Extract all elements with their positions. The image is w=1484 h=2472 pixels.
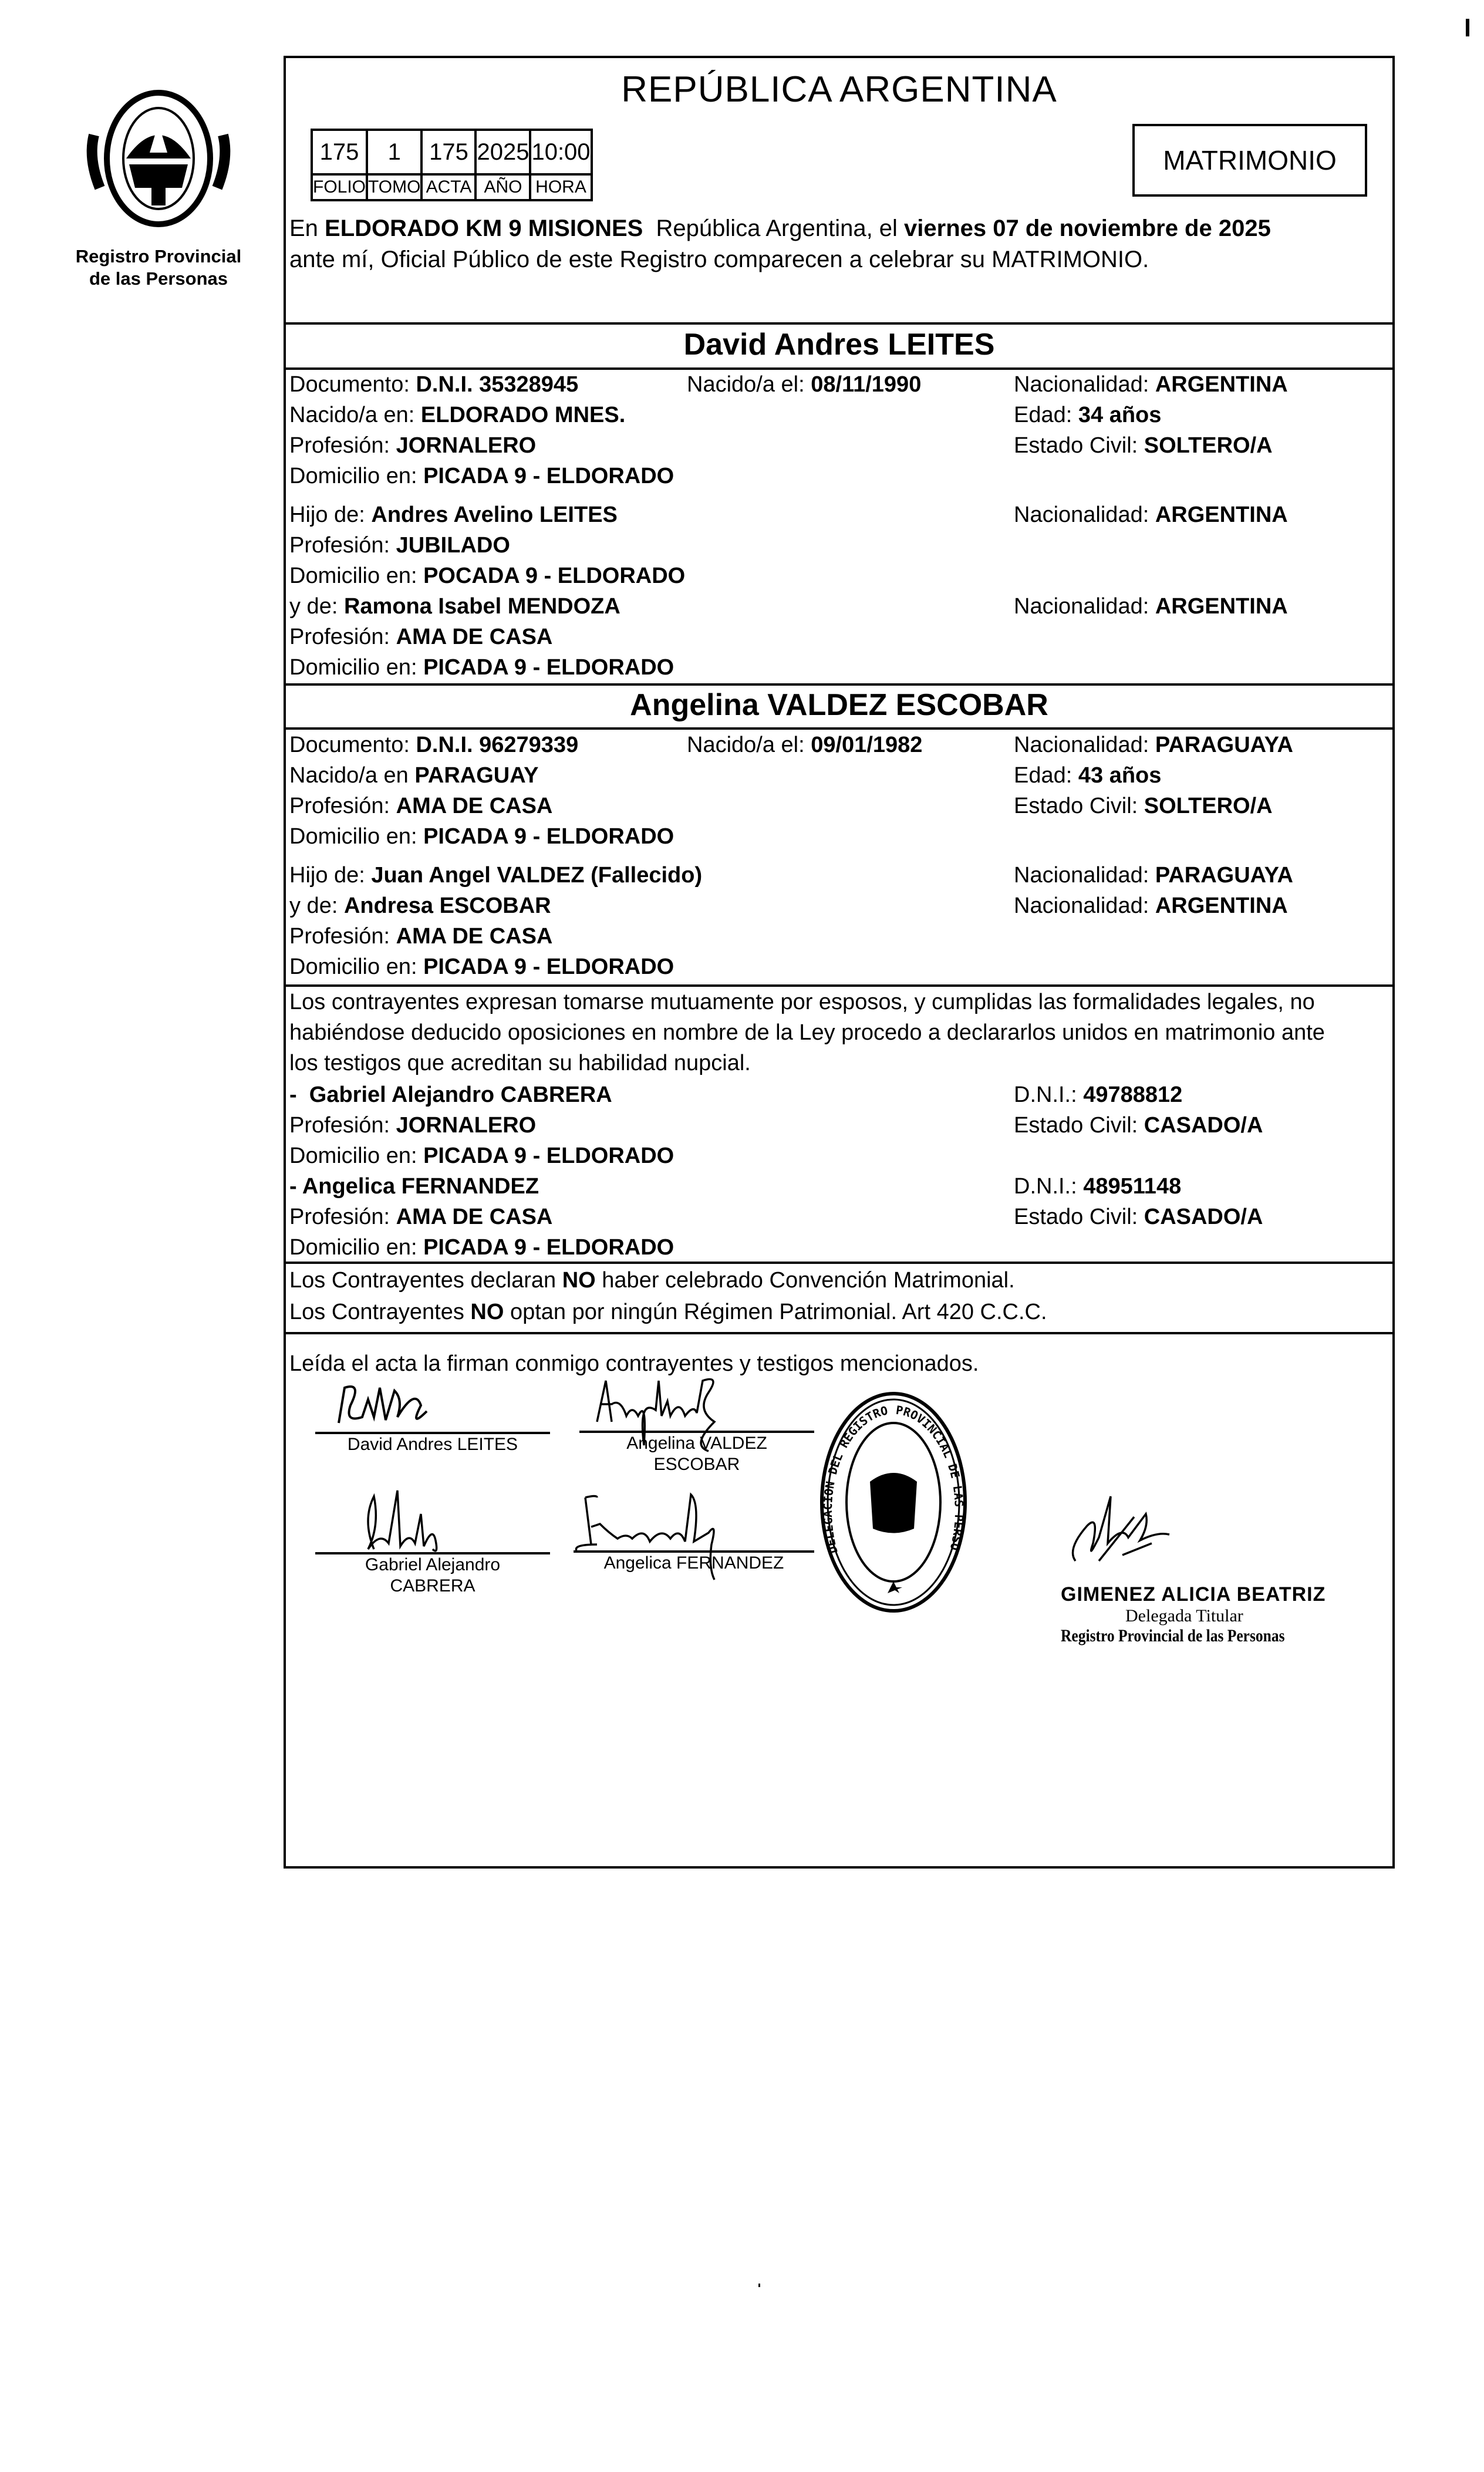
value: JORNALERO — [396, 1113, 537, 1138]
intro-line-2: ante mí, Oficial Público de este Registro comparecen a celebrar su MATRIMONIO. — [289, 247, 1149, 272]
oficial-name: GIMENEZ ALICIA BEATRIZ — [1061, 1583, 1326, 1606]
value: Ramona Isabel MENDOZA — [343, 594, 620, 619]
c2-edad — [1014, 760, 1161, 791]
c2-madre — [289, 891, 551, 921]
intro-prefix: En — [289, 215, 325, 241]
firma-label-1: Angelina VALDEZ — [626, 1434, 767, 1453]
label: Profesión: — [289, 924, 396, 949]
value: ARGENTINA — [1155, 893, 1288, 918]
value: PARAGUAY — [414, 763, 539, 788]
label: Profesión: — [289, 433, 396, 458]
label: Domicilio en: — [289, 1144, 424, 1168]
acta-value: 175 — [421, 130, 475, 174]
value: 48951148 — [1083, 1174, 1182, 1199]
oficial-block — [1061, 1583, 1389, 1646]
label: Profesión: — [289, 1113, 396, 1138]
value: Andres Avelino LEITES — [371, 503, 618, 527]
c2-documento — [289, 730, 578, 760]
c2-profesion — [289, 791, 552, 821]
label: Nacido/a el: — [687, 733, 811, 757]
c1-padre-domicilio — [289, 561, 685, 591]
hora-value: 10:00 — [530, 130, 591, 174]
label: Edad: — [1014, 403, 1078, 427]
label: Nacido/a en: — [289, 403, 421, 427]
value: 43 años — [1078, 763, 1162, 788]
firma-label: Angelica FERNANDEZ — [603, 1553, 784, 1573]
official-seal — [813, 1377, 970, 1617]
testigo1-dni — [1014, 1080, 1182, 1110]
value: 34 años — [1078, 403, 1162, 427]
label: Estado Civil: — [1014, 1113, 1144, 1138]
label: Nacionalidad: — [1014, 594, 1155, 619]
value: ARGENTINA — [1155, 503, 1288, 527]
divider — [286, 1262, 1392, 1264]
intro-date: viernes 07 de noviembre de 2025 — [904, 215, 1271, 241]
c1-madre-profesion — [289, 622, 552, 652]
label: Nacionalidad: — [1014, 372, 1155, 397]
label: Hijo de: — [289, 503, 372, 527]
divider — [286, 322, 1392, 325]
marriage-certificate-form — [284, 56, 1395, 1869]
declaracion-line-3: los testigos que acreditan su habilidad nupcial. — [289, 1051, 751, 1075]
value: ELDORADO MNES. — [420, 403, 626, 427]
testigo2-profesion — [289, 1202, 552, 1232]
document-title: REPÚBLICA ARGENTINA — [621, 69, 1057, 110]
c1-documento — [289, 369, 578, 400]
c2-nacido-el — [687, 730, 922, 760]
c2-estado-civil — [1014, 791, 1273, 821]
firma-testigo1 — [315, 1552, 550, 1597]
oficial-organismo: Registro Provincial de las Personas — [1061, 1626, 1285, 1645]
value: Angelica FERNANDEZ — [302, 1174, 539, 1199]
oficial-cargo: Delegada Titular — [1125, 1606, 1243, 1625]
value: 49788812 — [1083, 1082, 1183, 1107]
logo-caption — [65, 245, 252, 290]
testigo1-domicilio — [289, 1141, 674, 1171]
registry-table — [311, 129, 593, 201]
value: ARGENTINA — [1155, 594, 1288, 619]
label: Nacionalidad: — [1014, 733, 1155, 757]
label: Estado Civil: — [1014, 1205, 1144, 1229]
value: PARAGUAYA — [1155, 863, 1293, 888]
testigo2-domicilio — [289, 1232, 674, 1263]
c1-padre-profesion — [289, 530, 510, 561]
label: Nacido/a en — [289, 763, 415, 788]
seal-outer-text: DELEGACION DEL REGISTRO PROVINCIAL DE LAS PERSONAS — [813, 1377, 967, 1556]
c1-profesion — [289, 430, 536, 461]
label: Profesión: — [289, 1205, 396, 1229]
signature-icon — [574, 1492, 814, 1586]
value: PICADA 9 - ELDORADO — [423, 1235, 674, 1260]
c1-padre — [289, 500, 618, 530]
label: Domicilio en: — [289, 564, 424, 588]
label: Nacionalidad: — [1014, 863, 1155, 888]
folio-value: 175 — [312, 130, 367, 174]
value: CASADO/A — [1144, 1113, 1263, 1138]
label: Profesión: — [289, 794, 396, 818]
testigo1-name — [289, 1080, 612, 1110]
c1-nacido-el — [687, 369, 921, 400]
testigo2-estado-civil — [1014, 1202, 1263, 1232]
c2-madre-nacionalidad — [1014, 891, 1288, 921]
c2-domicilio — [289, 821, 674, 852]
value: PICADA 9 - ELDORADO — [423, 824, 674, 849]
firma-label-2: CABRERA — [390, 1576, 475, 1596]
value: PICADA 9 - ELDORADO — [423, 955, 674, 979]
label: Hijo de: — [289, 863, 372, 888]
c2-padre — [289, 860, 702, 891]
text: optan por ningún Régimen Patrimonial. Art 420 C.C.C. — [504, 1300, 1047, 1324]
label: y de: — [289, 594, 344, 619]
value: PICADA 9 - ELDORADO — [423, 655, 674, 680]
bullet: - — [289, 1082, 309, 1107]
value: D.N.I. 35328945 — [416, 372, 579, 397]
seal-icon — [813, 1377, 970, 1617]
c1-edad — [1014, 400, 1161, 430]
value: D.N.I. 96279339 — [416, 733, 579, 757]
label: Domicilio en: — [289, 955, 424, 979]
c1-madre-domicilio — [289, 652, 674, 683]
contrayente1-name: David Andres LEITES — [683, 328, 995, 362]
c1-estado-civil — [1014, 430, 1273, 461]
c1-domicilio — [289, 461, 674, 491]
label: Domicilio en: — [289, 655, 424, 680]
value: POCADA 9 - ELDORADO — [423, 564, 686, 588]
divider — [286, 683, 1392, 686]
value: 09/01/1982 — [811, 733, 923, 757]
value: CASADO/A — [1144, 1205, 1263, 1229]
signature-icon — [591, 1375, 802, 1463]
signature-icon — [327, 1376, 480, 1435]
hora-label: HORA — [530, 174, 591, 200]
c1-madre-nacionalidad — [1014, 591, 1288, 622]
label: Profesión: — [289, 533, 396, 558]
label: Nacido/a el: — [687, 372, 811, 397]
c1-nacido-en — [289, 400, 625, 430]
c1-madre — [289, 591, 620, 622]
act-type-box — [1132, 124, 1367, 197]
intro-line-1 — [289, 214, 1271, 243]
testigo2-dni — [1014, 1171, 1181, 1202]
value: AMA DE CASA — [396, 794, 553, 818]
tomo-value: 1 — [367, 130, 421, 174]
label: Nacionalidad: — [1014, 503, 1155, 527]
firma-contrayente2 — [579, 1431, 814, 1475]
value: AMA DE CASA — [396, 625, 553, 649]
text: haber celebrado Convención Matrimonial. — [595, 1268, 1015, 1293]
regimen-line-1 — [289, 1265, 1015, 1296]
firma-contrayente1 — [315, 1432, 550, 1455]
declaracion-line-1: Los contrayentes expresan tomarse mutuamente por esposos, y cumplidas las formalidades legales, no — [289, 990, 1315, 1014]
firma-label-2: ESCOBAR — [653, 1455, 740, 1474]
c2-nacido-en — [289, 760, 539, 791]
label: Profesión: — [289, 625, 396, 649]
value: JUBILADO — [396, 533, 510, 558]
value: Gabriel Alejandro CABRERA — [309, 1082, 612, 1107]
label: y de: — [289, 893, 344, 918]
intro-place: ELDORADO KM 9 MISIONES — [325, 215, 643, 241]
label: Documento: — [289, 733, 416, 757]
value: Andresa ESCOBAR — [343, 893, 551, 918]
testigo1-estado-civil — [1014, 1110, 1263, 1141]
value: JORNALERO — [396, 433, 537, 458]
c1-nacionalidad — [1014, 369, 1288, 400]
c2-nacionalidad — [1014, 730, 1293, 760]
scan-dot — [758, 2284, 760, 2287]
testigo2-name — [289, 1171, 539, 1202]
value: 08/11/1990 — [811, 372, 922, 397]
text-bold: NO — [562, 1268, 596, 1293]
label: D.N.I.: — [1014, 1174, 1084, 1199]
signature-icon — [356, 1490, 462, 1555]
oficial-signature-icon — [1064, 1490, 1222, 1573]
firma-label-1: Gabriel Alejandro — [365, 1555, 501, 1574]
value: SOLTERO/A — [1144, 794, 1273, 818]
label: D.N.I.: — [1014, 1082, 1084, 1107]
firma-testigo2 — [574, 1550, 814, 1574]
logo-caption-line1: Registro Provincial — [75, 246, 242, 267]
label: Nacionalidad: — [1014, 893, 1155, 918]
label: Documento: — [289, 372, 416, 397]
label: Estado Civil: — [1014, 794, 1144, 818]
regimen-line-2 — [289, 1297, 1047, 1327]
value: PICADA 9 - ELDORADO — [423, 464, 674, 488]
bullet: - — [289, 1174, 302, 1199]
scan-mark — [1466, 19, 1469, 36]
intro-middle: República Argentina, el — [643, 215, 905, 241]
text-bold: NO — [470, 1300, 504, 1324]
label: Estado Civil: — [1014, 433, 1144, 458]
value: PARAGUAYA — [1155, 733, 1293, 757]
label: Domicilio en: — [289, 824, 424, 849]
c2-madre-profesion — [289, 921, 552, 952]
value: Juan Angel VALDEZ (Fallecido) — [371, 863, 703, 888]
folio-label: FOLIO — [312, 174, 367, 200]
label: Edad: — [1014, 763, 1078, 788]
declaracion-line-2: habiéndose deducido oposiciones en nombre de la Ley procedo a declararlos unidos en matrimonio ante — [289, 1020, 1325, 1045]
tomo-label: TOMO — [367, 174, 421, 200]
misiones-coat-of-arms-icon — [82, 88, 235, 229]
value: AMA DE CASA — [396, 924, 553, 949]
value: AMA DE CASA — [396, 1205, 553, 1229]
c1-padre-nacionalidad — [1014, 500, 1288, 530]
c2-padre-nacionalidad — [1014, 860, 1293, 891]
anio-label: AÑO — [475, 174, 530, 200]
acta-label: ACTA — [421, 174, 475, 200]
label: Domicilio en: — [289, 464, 424, 488]
label: Domicilio en: — [289, 1235, 424, 1260]
c2-madre-domicilio — [289, 952, 674, 982]
anio-value: 2025 — [475, 130, 530, 174]
text: Los Contrayentes — [289, 1300, 471, 1324]
divider — [286, 1332, 1392, 1334]
value: PICADA 9 - ELDORADO — [423, 1144, 674, 1168]
value: SOLTERO/A — [1144, 433, 1273, 458]
firma-label: David Andres LEITES — [347, 1435, 518, 1454]
text: Los Contrayentes declaran — [289, 1268, 562, 1293]
act-type-label: MATRIMONIO — [1163, 145, 1337, 176]
value: ARGENTINA — [1155, 372, 1288, 397]
testigo1-profesion — [289, 1110, 536, 1141]
contrayente2-name: Angelina VALDEZ ESCOBAR — [630, 688, 1048, 722]
cierre: Leída el acta la firman conmigo contrayentes y testigos mencionados. — [289, 1351, 979, 1376]
logo-caption-line2: de las Personas — [89, 268, 228, 289]
